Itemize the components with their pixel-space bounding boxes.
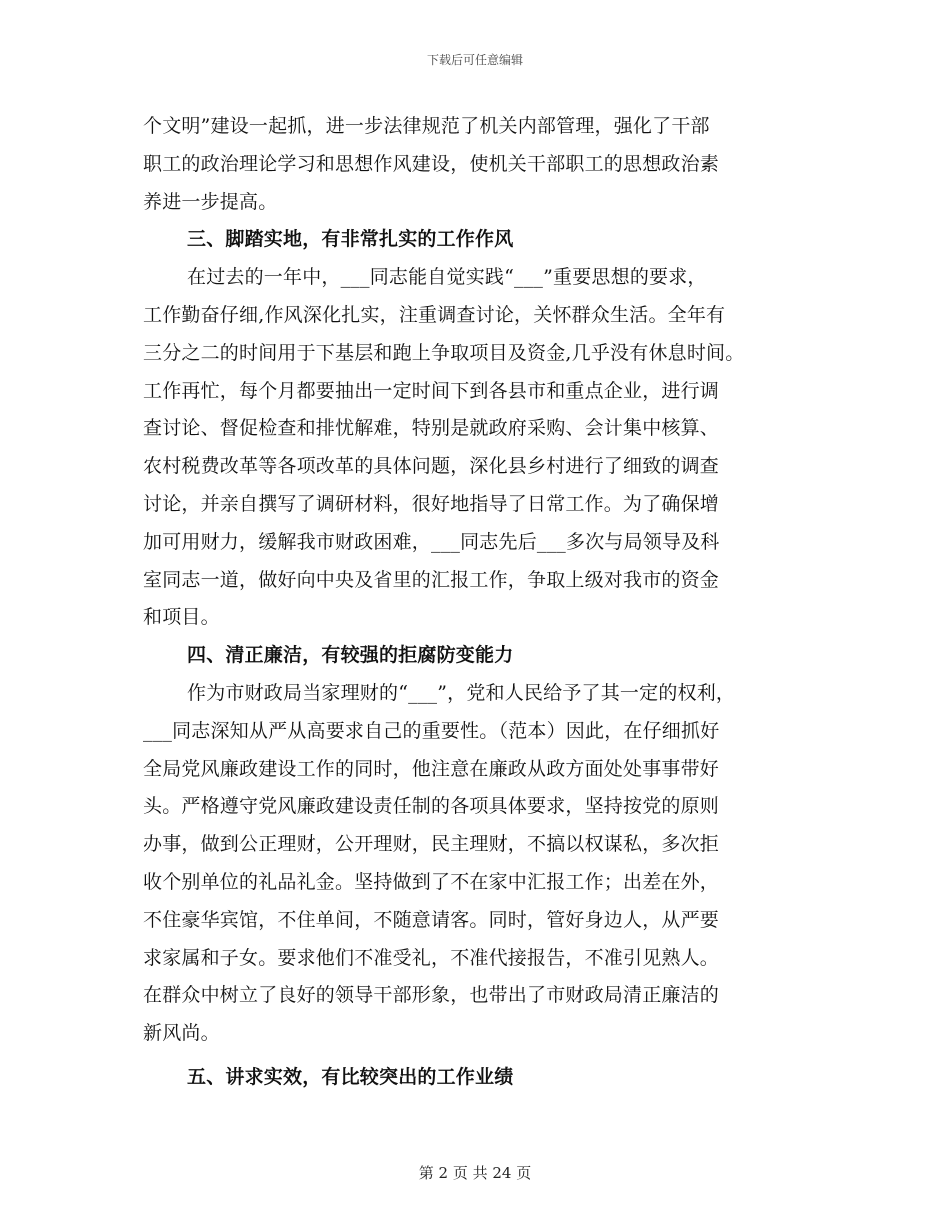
body-line: 个文明”建设一起抓，进一步法律规范了机关内部管理，强化了干部 — [143, 115, 710, 137]
body-line: 头。严格遵守党风廉政建设责任制的各项具体要求，坚持按党的原则 — [143, 795, 720, 818]
page-header: 下载后可任意编辑 — [426, 53, 523, 67]
body-line: 职工的政治理论学习和思想作风建设，使机关干部职工的思想政治素 — [143, 152, 720, 175]
body-line: 加可用财力，缓解我市财政困难，___同志先后___多次与局领导及科 — [143, 530, 720, 553]
body-line: 养进一步提高。 — [143, 190, 278, 213]
paragraph-start: 在过去的一年中，___同志能自觉实践“___”重要思想的要求， — [187, 266, 707, 289]
body-line: 农村税费改革等各项改革的具体问题，深化县乡村进行了细致的调查 — [143, 455, 720, 478]
document-body — [143, 108, 818, 1097]
body-line: 在群众中树立了良好的领导干部形象，也带出了市财政局清正廉洁的 — [143, 984, 720, 1007]
body-line: 收个别单位的礼品礼金。坚持做到了不在家中汇报工作；出差在外， — [143, 870, 720, 893]
body-line: 和项目。 — [143, 606, 220, 629]
body-line: 查讨论、督促检查和排忧解难，特别是就政府采购、会计集中核算、 — [143, 417, 720, 440]
body-line: ___同志深知从严从高要求自己的重要性。（范本）因此，在仔细抓好 — [143, 719, 720, 742]
body-line: 三分之二的时间用于下基层和跑上争取项目及资金,几乎没有休息时间。 — [143, 341, 745, 364]
body-line: 办事，做到公正理财，公开理财，民主理财，不搞以权谋私，多次拒 — [143, 833, 720, 856]
section-heading-4: 四、清正廉洁，有较强的拒腐防变能力 — [187, 644, 514, 667]
paragraph-start: 作为市财政局当家理财的“___”，党和人民给予了其一定的权利， — [187, 681, 736, 704]
body-line: 室同志一道，做好向中央及省里的汇报工作，争取上级对我市的资金 — [143, 568, 720, 591]
body-line: 求家属和子女。要求他们不准受礼，不准代接报告，不准引见熟人。 — [143, 946, 720, 969]
body-line: 全局党风廉政建设工作的同时，他注意在廉政从政方面处处事事带好 — [143, 757, 720, 780]
body-line: 工作再忙，每个月都要抽出一定时间下到各县市和重点企业，进行调 — [143, 379, 720, 402]
page-footer: 第 2 页 共 24 页 — [418, 1164, 532, 1182]
body-line: 工作勤奋仔细,作风深化扎实，注重调查讨论，关怀群众生活。全年有 — [143, 303, 726, 326]
body-line: 新风尚。 — [143, 1022, 220, 1045]
section-heading-5: 五、讲求实效，有比较突出的工作业绩 — [187, 1065, 514, 1088]
section-heading-3: 三、脚踏实地，有非常扎实的工作作风 — [187, 228, 514, 251]
body-line: 不住豪华宾馆，不住单间，不随意请客。同时，管好身边人，从严要 — [143, 908, 720, 931]
body-line: 讨论，并亲自撰写了调研材料，很好地指导了日常工作。为了确保增 — [143, 492, 720, 515]
